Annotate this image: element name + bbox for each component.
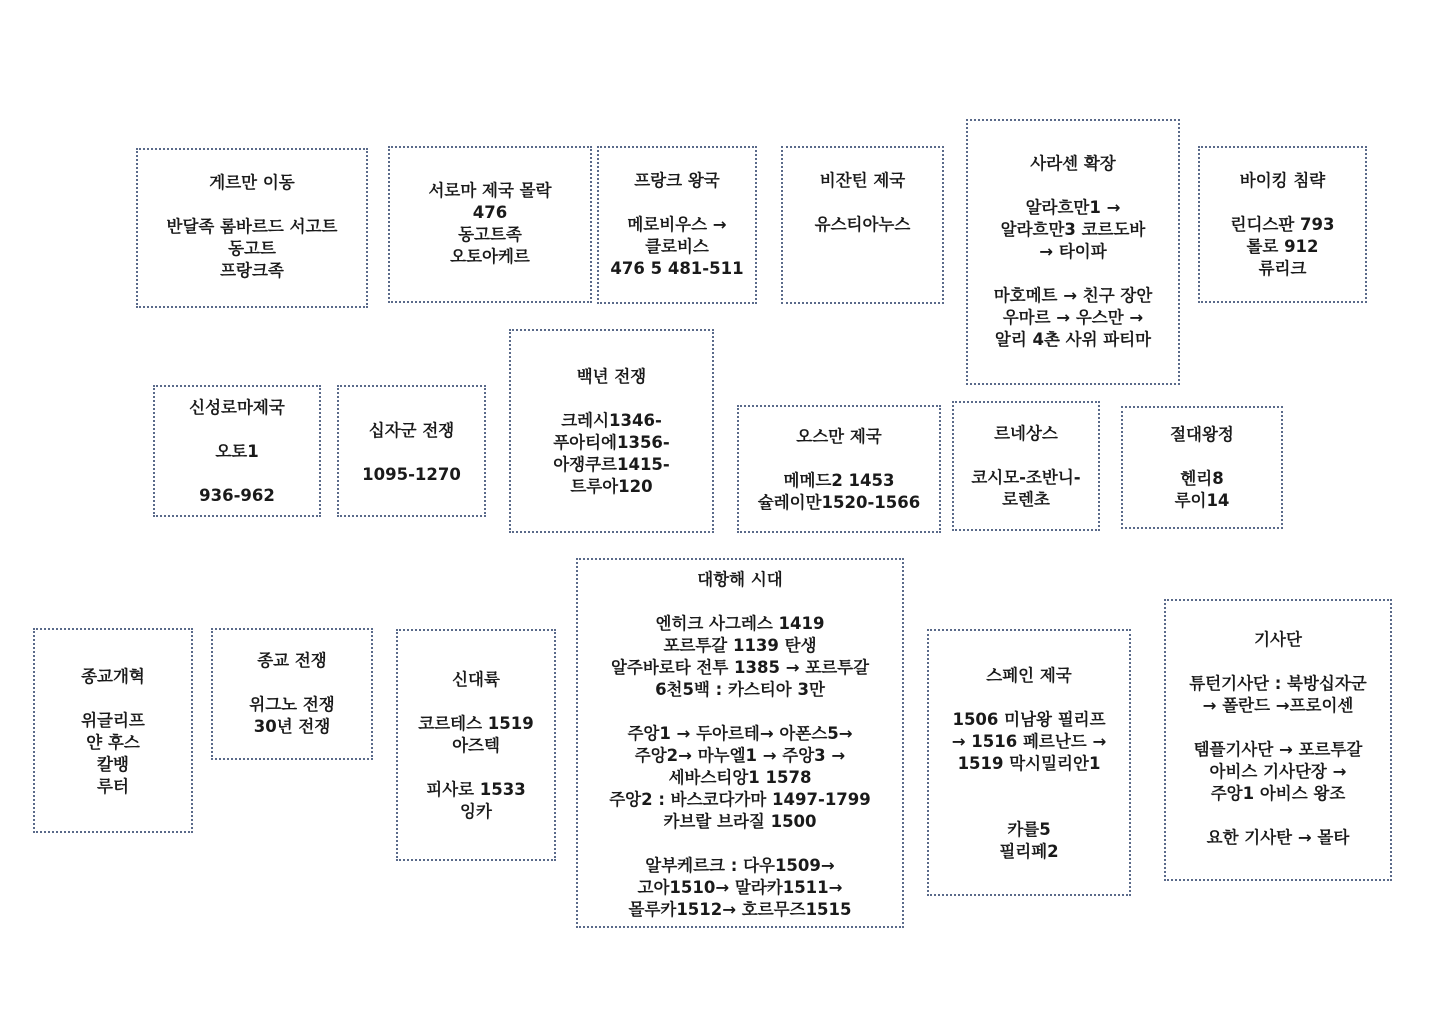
- box-title: 기사단: [1254, 630, 1302, 649]
- hundred-years-war-box: [509, 329, 714, 533]
- box-text-line: 동고트: [228, 239, 276, 258]
- saracen-expansion-box: [966, 119, 1180, 385]
- box-text-line: 아쟁쿠르1415-: [553, 455, 670, 474]
- religious-wars-box: [211, 628, 373, 760]
- box-text-line: 루이14: [1174, 491, 1230, 510]
- box-text-line: 엔히크 사그레스 1419: [655, 614, 825, 633]
- box-text-line: 아비스 기사단장 →: [1209, 762, 1347, 781]
- box-title: 프랑크 왕국: [634, 171, 720, 190]
- german-migration-box: [136, 148, 368, 308]
- holy-roman-empire-box: [153, 385, 321, 517]
- box-text-line: 메로비우스 →: [627, 215, 727, 234]
- box-title: 십자군 전쟁: [368, 421, 455, 440]
- viking-raids-box: [1198, 146, 1367, 303]
- box-text-line: 알부케르크 : 다우1509→: [645, 856, 835, 875]
- box-title: 백년 전쟁: [576, 367, 647, 386]
- box-text-line: 요한 기사탄 → 몰타: [1206, 828, 1350, 847]
- box-text-line: 476: [472, 203, 508, 222]
- box-text-line: 936-962: [199, 486, 275, 505]
- box-text-line: 프랑크족: [220, 261, 284, 280]
- box-text-line: 템플기사단 → 포르투갈: [1193, 740, 1363, 759]
- box-title: 서로마 제국 몰락: [428, 181, 552, 200]
- box-text-line: 유스티아누스: [814, 215, 911, 234]
- box-text-line: 위그노 전쟁: [249, 695, 335, 714]
- spanish-empire-box: [927, 629, 1131, 896]
- age-of-discovery-box: [576, 558, 904, 928]
- absolutism-box: [1121, 406, 1283, 529]
- box-title: 르네상스: [994, 424, 1058, 443]
- renaissance-box: [952, 401, 1100, 531]
- knightly-orders-box: [1164, 599, 1392, 881]
- box-text-line: 아즈텍: [452, 736, 500, 755]
- box-text-line: 몰루카1512→ 호르무즈1515: [628, 900, 852, 919]
- new-world-box: [396, 629, 556, 861]
- box-title: 대항해 시대: [697, 570, 783, 589]
- box-text-line: 클로비스: [645, 237, 709, 256]
- box-text-line: 메메드2 1453: [783, 471, 895, 490]
- box-text-line: 코르테스 1519: [418, 714, 534, 733]
- box-text-line: 주앙1 → 두아르테→ 아폰스5→: [627, 724, 853, 743]
- box-text-line: 크레시1346-: [561, 411, 662, 430]
- box-text-line: 잉카: [460, 802, 492, 821]
- box-text-line: 1506 미남왕 필리프: [952, 710, 1106, 729]
- box-text-line: 롤로 912: [1246, 237, 1319, 256]
- box-text-line: 로렌초: [1002, 490, 1050, 509]
- box-text-line: → 폴란드 →프로이센: [1202, 696, 1354, 715]
- box-text-line: 트루아120: [570, 477, 653, 496]
- box-text-line: 반달족 롬바르드 서고트: [166, 217, 338, 236]
- box-text-line: 고아1510→ 말라카1511→: [637, 878, 843, 897]
- box-title: 게르만 이동: [209, 173, 295, 192]
- box-text-line: 마호메트 → 친구 장안: [993, 286, 1153, 305]
- box-text-line: 세바스티앙1 1578: [668, 768, 812, 787]
- box-text-line: 알주바로타 전투 1385 → 포르투갈: [610, 658, 870, 677]
- box-text-line: 알라흐만3 코르도바: [1000, 220, 1146, 239]
- box-text-line: 6천5백 : 카스티아 3만: [655, 680, 825, 699]
- box-title: 종교개혁: [81, 667, 145, 686]
- box-text-line: 1095-1270: [362, 465, 461, 484]
- box-title: 종교 전쟁: [257, 651, 327, 670]
- box-text-line: 카를5: [1007, 820, 1051, 839]
- box-text-line: 오토아케르: [450, 247, 530, 266]
- box-text-line: 위글리프: [81, 711, 145, 730]
- box-text-line: 카브랄 브라질 1500: [663, 812, 817, 831]
- box-text-line: 헨리8: [1180, 469, 1224, 488]
- box-text-line: 피사로 1533: [426, 780, 526, 799]
- box-text-line: 30년 전쟁: [253, 717, 331, 736]
- box-text-line: 476 5 481-511: [610, 259, 744, 278]
- western-rome-fall-box: [388, 146, 592, 303]
- box-text-line: 푸아티에1356-: [553, 433, 670, 452]
- box-text-line: 주앙2 : 바스코다가마 1497-1799: [609, 790, 871, 809]
- box-text-line: 알라흐만1 →: [1025, 198, 1121, 217]
- ottoman-empire-box: [737, 405, 941, 533]
- box-text-line: 1519 막시밀리안1: [957, 754, 1101, 773]
- box-text-line: → 1516 페르난드 →: [951, 732, 1107, 751]
- box-text-line: 얀 후스: [86, 733, 140, 752]
- box-text-line: 주앙1 아비스 왕조: [1210, 784, 1346, 803]
- box-text-line: 필리페2: [999, 842, 1059, 861]
- box-title: 신성로마제국: [189, 398, 285, 417]
- box-text-line: 류리크: [1258, 259, 1307, 278]
- box-title: 비잔틴 제국: [819, 171, 906, 190]
- box-title: 스페인 제국: [986, 666, 1072, 685]
- box-title: 사라센 확장: [1030, 154, 1116, 173]
- crusades-box: [337, 385, 486, 517]
- box-text-line: 튜턴기사단 : 북방십자군: [1189, 674, 1367, 693]
- frankish-kingdom-box: [597, 146, 757, 304]
- box-title: 바이킹 침략: [1239, 171, 1326, 190]
- byzantine-empire-box: [781, 146, 944, 304]
- box-title: 오스만 제국: [796, 427, 882, 446]
- box-text-line: 칼뱅: [97, 755, 129, 774]
- box-text-line: 코시모-조반니-: [971, 468, 1081, 487]
- box-text-line: 동고트족: [458, 225, 522, 244]
- box-text-line: 루터: [97, 777, 129, 796]
- box-text-line: 슐레이만1520-1566: [757, 493, 921, 512]
- box-text-line: → 타이파: [1039, 242, 1107, 261]
- box-title: 신대륙: [452, 670, 500, 689]
- box-text-line: 알리 4촌 사위 파티마: [994, 330, 1152, 349]
- box-text-line: 우마르 → 우스만 →: [1002, 308, 1144, 327]
- box-title: 절대왕정: [1170, 425, 1234, 444]
- box-text-line: 오토1: [215, 442, 259, 461]
- box-text-line: 주앙2→ 마누엘1 → 주앙3 →: [634, 746, 846, 765]
- box-text-line: 린디스판 793: [1230, 215, 1335, 234]
- reformation-box: [33, 628, 193, 833]
- box-text-line: 포르투갈 1139 탄생: [663, 636, 817, 655]
